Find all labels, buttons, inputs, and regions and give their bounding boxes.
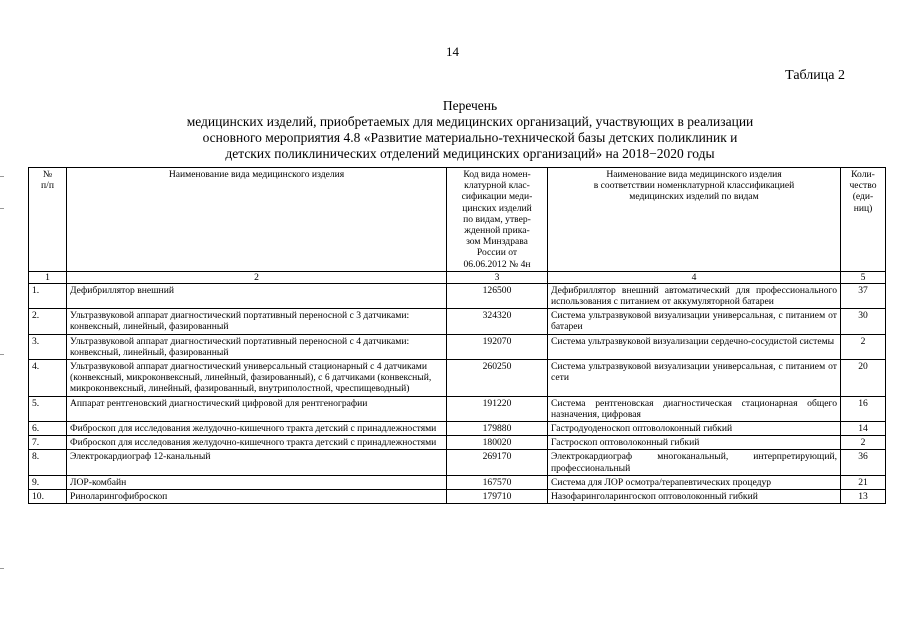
column-number: 4 xyxy=(548,271,841,283)
scan-margin-mark xyxy=(0,208,4,209)
table-row xyxy=(29,396,886,421)
row-code: 126500 xyxy=(447,283,548,308)
table-row xyxy=(29,475,886,489)
row-num: 10. xyxy=(29,490,67,504)
column-number: 5 xyxy=(841,271,886,283)
row-name: ЛОР-комбайн xyxy=(67,475,447,489)
table-row xyxy=(29,334,886,359)
row-classification: Назофаринголарингоскоп оптоволоконный гибкий xyxy=(548,490,841,504)
table-row xyxy=(29,283,886,308)
row-name: Фиброскоп для исследования желудочно-кишечного тракта детский с принадлежностями xyxy=(67,422,447,436)
column-number: 1 xyxy=(29,271,67,283)
header-classification: Наименование вида медицинского изделия в соответствии номенклатурной классификацией медицинских изделий по видам xyxy=(548,168,841,272)
row-classification: Система ультразвуковой визуализации сердечно-сосудистой системы xyxy=(548,334,841,359)
row-quantity: 16 xyxy=(841,396,886,421)
row-classification: Система ультразвуковой визуализации универсальная, с питанием от батареи xyxy=(548,309,841,334)
row-classification: Дефибриллятор внешний автоматический для профессионального использования с питанием от аккумуляторной батареи xyxy=(548,283,841,308)
row-classification: Электрокардиограф многоканальный, интерпретирующий, профессиональный xyxy=(548,450,841,475)
row-classification: Система рентгеновская диагностическая стационарная общего назначения, цифровая xyxy=(548,396,841,421)
row-num: 5. xyxy=(29,396,67,421)
header-num: № п/п xyxy=(29,168,67,272)
row-code: 179880 xyxy=(447,422,548,436)
row-num: 9. xyxy=(29,475,67,489)
row-code: 192070 xyxy=(447,334,548,359)
medical-devices-table xyxy=(28,167,886,504)
row-quantity: 20 xyxy=(841,360,886,397)
header-code: Код вида номен- клатурной клас- сификации меди- цинских изделий по видам, утвер- жденной прика- зом Минздрава России от 06.06.2012 № 4н xyxy=(447,168,548,272)
page-number: 14 xyxy=(446,44,459,59)
table-row xyxy=(29,360,886,397)
row-quantity: 14 xyxy=(841,422,886,436)
document-title xyxy=(70,98,870,162)
row-code: 180020 xyxy=(447,436,548,450)
row-num: 6. xyxy=(29,422,67,436)
row-name: Риноларингофиброскоп xyxy=(67,490,447,504)
row-classification: Гастроскоп оптоволоконный гибкий xyxy=(548,436,841,450)
row-num: 8. xyxy=(29,450,67,475)
title-line-2: медицинских изделий, приобретаемых для медицинских организаций, участвующих в реализации xyxy=(186,114,754,129)
row-name: Ультразвуковой аппарат диагностический универсальный стационарный с 4 датчиками (конвексный, микроконвексный, линейный, фазированный), с 6 датчиками (конвексный, микроконвексный, линейный, фазированный, внутриполостной, чреспищеводный) xyxy=(67,360,447,397)
row-num: 3. xyxy=(29,334,67,359)
scan-margin-mark xyxy=(0,568,4,569)
header-quantity: Коли- чество (еди- ниц) xyxy=(841,168,886,272)
header-name: Наименование вида медицинского изделия xyxy=(67,168,447,272)
table-row xyxy=(29,490,886,504)
row-num: 2. xyxy=(29,309,67,334)
row-quantity: 36 xyxy=(841,450,886,475)
row-quantity: 2 xyxy=(841,436,886,450)
row-num: 4. xyxy=(29,360,67,397)
column-number-row xyxy=(29,271,886,283)
row-quantity: 2 xyxy=(841,334,886,359)
row-quantity: 37 xyxy=(841,283,886,308)
row-classification: Гастродуоденоскоп оптоволоконный гибкий xyxy=(548,422,841,436)
title-line-4: детских поликлинических отделений медицинских организаций» на 2018−2020 годы xyxy=(225,146,715,161)
row-quantity: 21 xyxy=(841,475,886,489)
table-row xyxy=(29,309,886,334)
table-label: Таблица 2 xyxy=(785,68,845,83)
row-classification: Система для ЛОР осмотра/терапевтических процедур xyxy=(548,475,841,489)
row-code: 269170 xyxy=(447,450,548,475)
row-name: Фиброскоп для исследования желудочно-кишечного тракта детский с принадлежностями xyxy=(67,436,447,450)
row-code: 191220 xyxy=(447,396,548,421)
scan-margin-mark xyxy=(0,176,4,177)
table-row xyxy=(29,422,886,436)
column-number: 2 xyxy=(67,271,447,283)
row-classification: Система ультразвуковой визуализации универсальная, с питанием от сети xyxy=(548,360,841,397)
row-name: Ультразвуковой аппарат диагностический портативный переносной с 3 датчиками: конвексный, линейный, фазированный xyxy=(67,309,447,334)
column-number: 3 xyxy=(447,271,548,283)
scan-margin-mark xyxy=(0,354,4,355)
row-name: Электрокардиограф 12-канальный xyxy=(67,450,447,475)
row-quantity: 30 xyxy=(841,309,886,334)
table-row xyxy=(29,436,886,450)
row-code: 260250 xyxy=(447,360,548,397)
row-name: Ультразвуковой аппарат диагностический портативный переносной с 4 датчиками: конвексный, линейный, фазированный xyxy=(67,334,447,359)
title-line-1: Перечень xyxy=(442,98,498,113)
row-code: 179710 xyxy=(447,490,548,504)
title-line-3: основного мероприятия 4.8 «Развитие материально-технической базы детских поликлиник и xyxy=(202,130,738,145)
row-name: Аппарат рентгеновский диагностический цифровой для рентгенографии xyxy=(67,396,447,421)
row-name: Дефибриллятор внешний xyxy=(67,283,447,308)
row-code: 324320 xyxy=(447,309,548,334)
table-row xyxy=(29,450,886,475)
row-quantity: 13 xyxy=(841,490,886,504)
table-header-row xyxy=(29,168,886,272)
row-num: 7. xyxy=(29,436,67,450)
row-num: 1. xyxy=(29,283,67,308)
row-code: 167570 xyxy=(447,475,548,489)
